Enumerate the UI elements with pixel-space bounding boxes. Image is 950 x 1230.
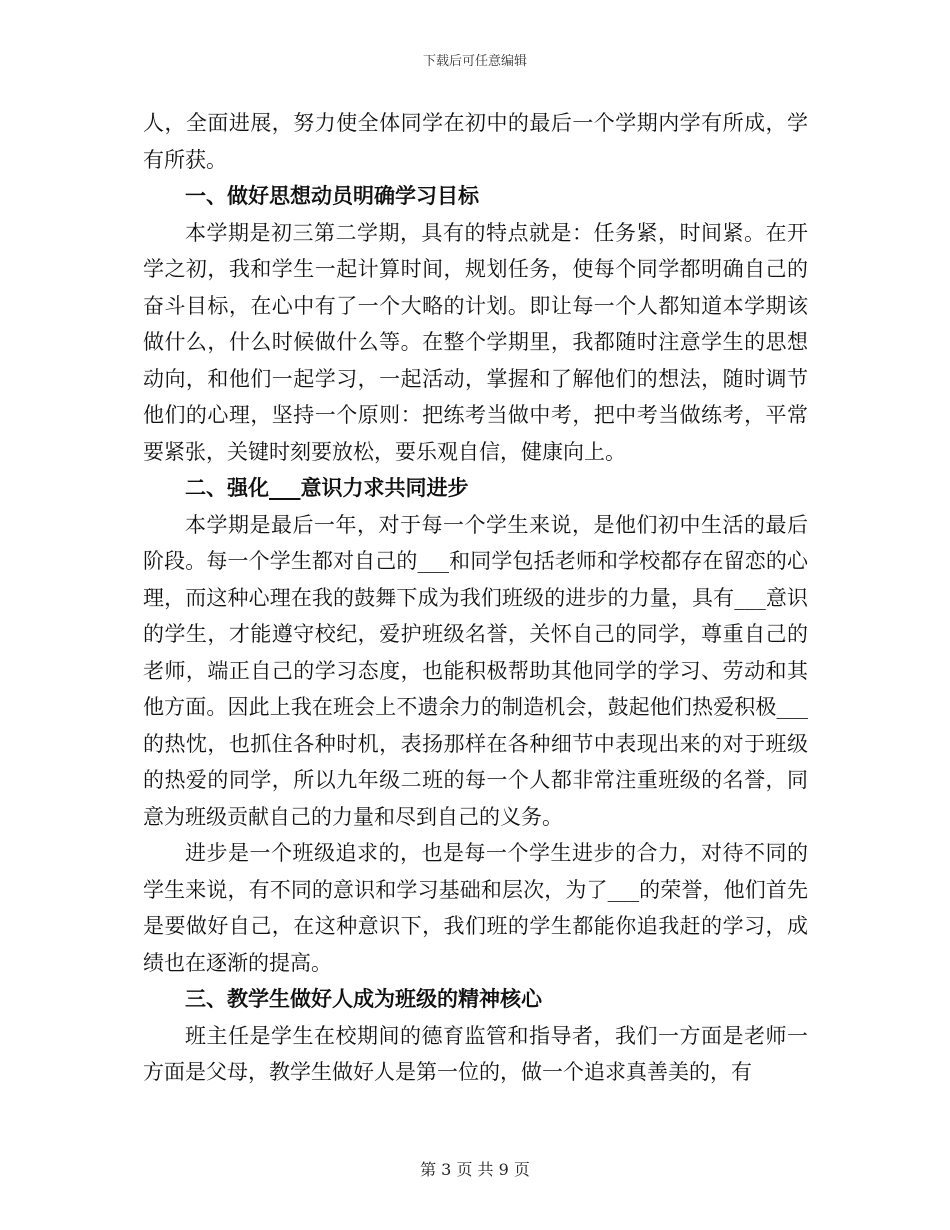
paragraph-section-3: 班主任是学生在校期间的德育监管和指导者，我们一方面是老师一方面是父母，教学生做好人是第一位的，做一个追求真善美的，有	[143, 1023, 808, 1084]
page-number-footer: 第 3 页 共 9 页	[420, 1160, 530, 1179]
paragraph-section-1: 本学期是初三第二学期，具有的特点就是：任务紧，时间紧。在开学之初，我和学生一起计算时间，规划任务，使每个同学都明确自己的奋斗目标，在心中有了一个大略的计划。即让每一个人都知道本学期该做什么，什么时候做什么等。在整个学期里，我都随时注意学生的思想动向，和他们一起学习，一起活动，掌握和了解他们的想法，随时调节他们的心理，坚持一个原则：把练考当做中考，把中考当做练考，平常要紧张，关键时刻要放松，要乐观自信，健康向上。	[143, 220, 808, 464]
section-heading-1: 一、做好思想动员明确学习目标	[185, 183, 479, 208]
page-header: 下载后可任意编辑	[422, 54, 527, 69]
paragraph-continuation: 人，全面进展，努力使全体同学在初中的最后一个学期内学有所成，学有所获。	[143, 111, 808, 172]
section-heading-2: 二、强化___意识力求共同进步	[185, 475, 469, 500]
section-heading-3: 三、教学生做好人成为班级的精神核心	[185, 986, 542, 1011]
paragraph-section-2a: 本学期是最后一年，对于每一个学生来说，是他们初中生活的最后阶段。每一个学生都对自己的___和同学包括老师和学校都存在留恋的心理，而这种心理在我的鼓舞下成为我们班级的进步的力量，具有___意识的学生，才能遵守校纪，爱护班级名誉，关怀自己的同学，尊重自己的老师，端正自己的学习态度，也能积极帮助其他同学的学习、劳动和其他方面。因此上我在班会上不遗余力的制造机会，鼓起他们热爱积极___的热忱，也抓住各种时机，表扬那样在各种细节中表现出来的对于班级的热爱的同学，所以九年级二班的每一个人都非常注重班级的名誉，同意为班级贡献自己的力量和尽到自己的义务。	[143, 512, 808, 829]
paragraph-section-2b: 进步是一个班级追求的，也是每一个学生进步的合力，对待不同的学生来说，有不同的意识和学习基础和层次，为了___的荣誉，他们首先是要做好自己，在这种意识下，我们班的学生都能你追我赶的学习，成绩也在逐渐的提高。	[143, 841, 808, 975]
document-body	[143, 105, 808, 1091]
